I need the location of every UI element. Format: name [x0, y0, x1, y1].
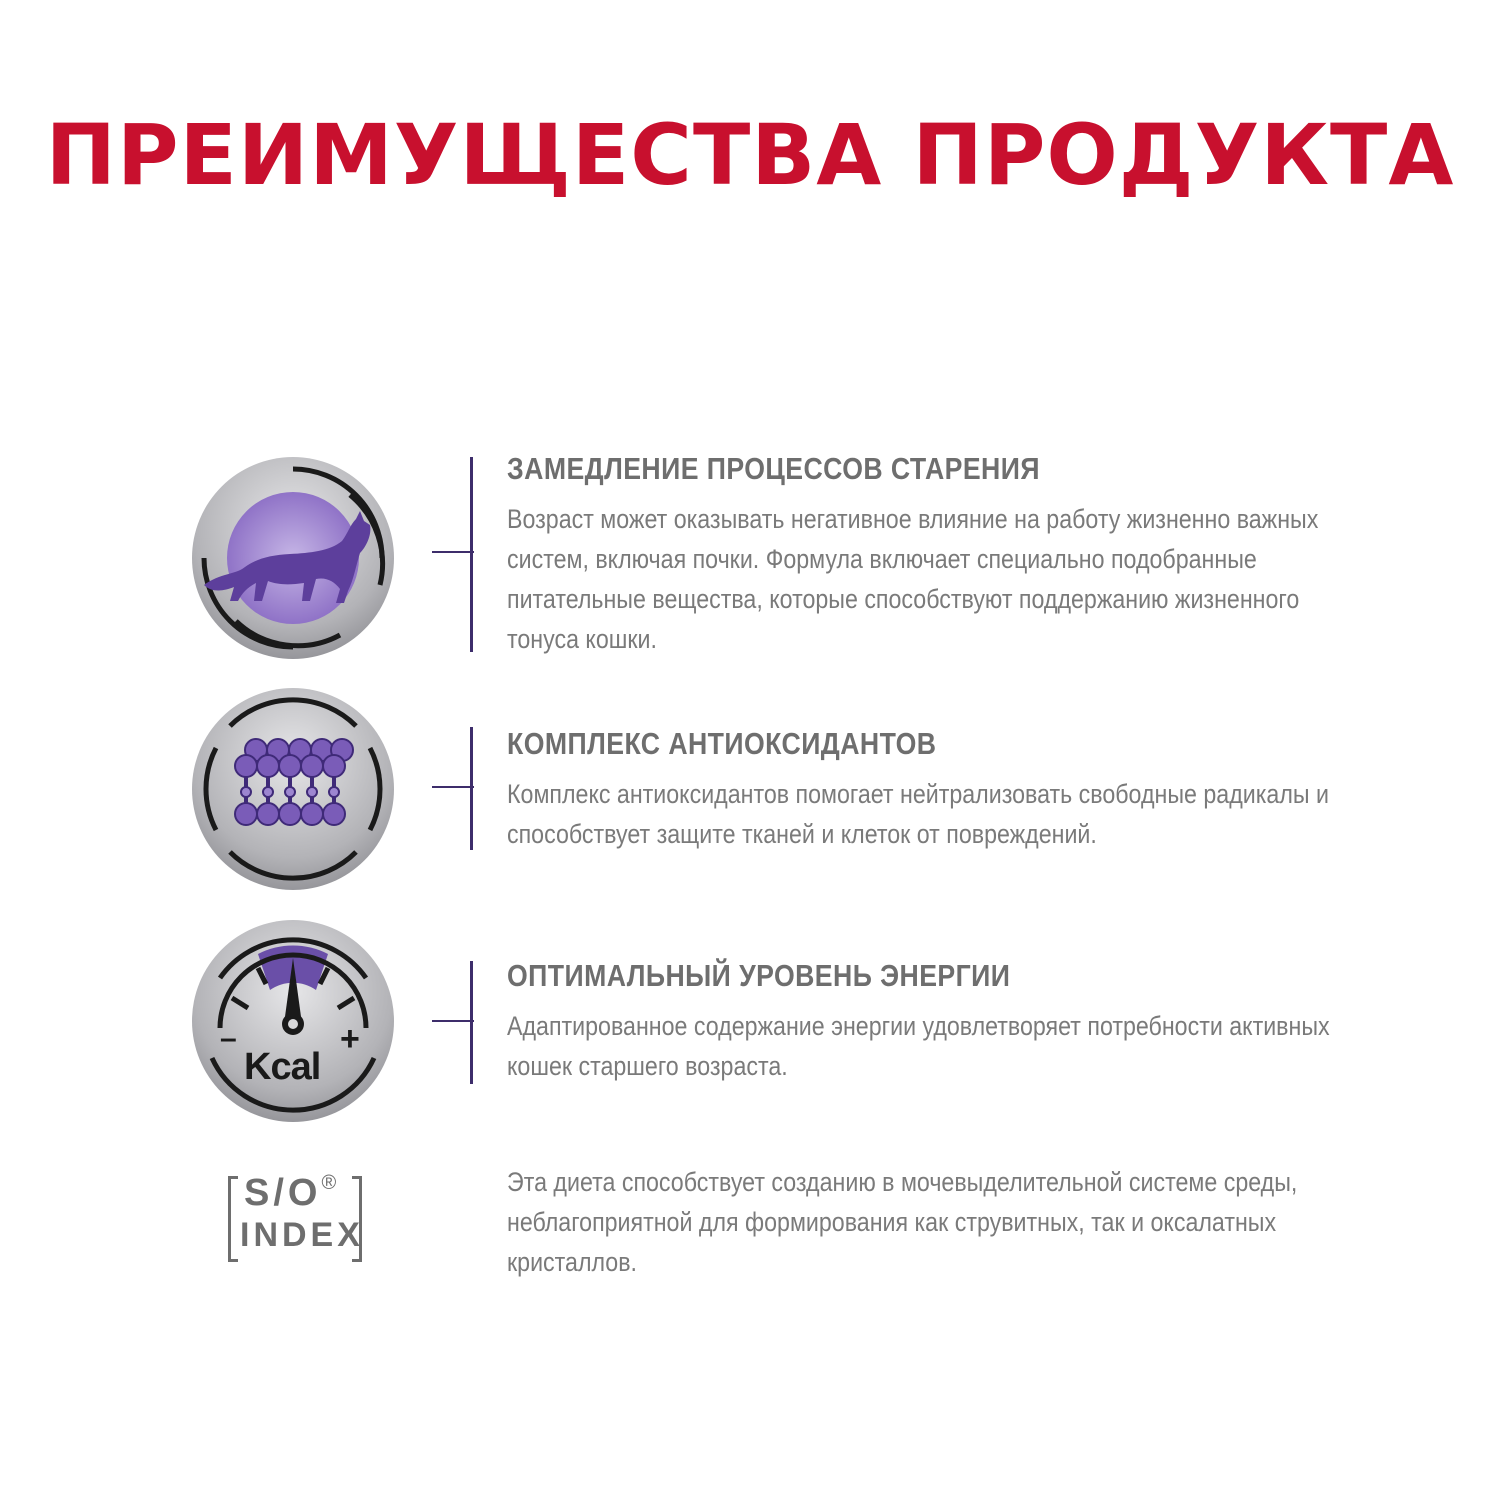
benefit-heading: ЗАМЕДЛЕНИЕ ПРОЦЕССОВ СТАРЕНИЯ	[507, 451, 1040, 486]
so-bracket-left	[228, 1176, 238, 1262]
connector-line	[432, 551, 474, 553]
benefit-body: Комплекс антиоксидантов помогает нейтрализовать свободные радикалы и способствует защите тканей и клеток от повреждений.	[507, 779, 1329, 849]
registered-mark: ®	[321, 1172, 337, 1194]
page-title: ПРЕИМУЩЕСТВА ПРОДУКТА	[45, 106, 1455, 204]
benefit-heading: КОМПЛЕКС АНТИОКСИДАНТОВ	[507, 726, 937, 761]
gauge-label: Kcal	[244, 1046, 321, 1088]
so-index-description: Эта диета способствует созданию в мочевыделительной системе среды, неблагоприятной для формирования как струвитных, так и оксалатных кристаллов.	[507, 1167, 1298, 1277]
connector-divider	[470, 961, 473, 1084]
connector-divider	[470, 457, 473, 652]
so-logo-line1	[244, 1172, 336, 1215]
benefit-block	[507, 450, 1407, 659]
gauge-minus: –	[220, 1022, 237, 1055]
benefit-block	[507, 725, 1407, 854]
so-logo-text: S/O	[244, 1172, 322, 1214]
benefit-body: Адаптированное содержание энергии удовлетворяет потребности активных кошек старшего возраста.	[507, 1011, 1330, 1081]
connector-line	[432, 1020, 474, 1022]
gauge-plus: +	[340, 1020, 360, 1058]
connector-divider	[470, 727, 473, 850]
antioxidant-cells-icon	[190, 686, 396, 892]
benefit-body: Возраст может оказывать негативное влияние на работу жизненно важных систем, включая почки. Формула включает специально подобранные питательные вещества, которые способствуют поддержанию жизненного тонуса кошки.	[507, 504, 1319, 654]
so-logo-line2: INDEX	[240, 1216, 364, 1254]
benefit-block	[507, 957, 1407, 1086]
kcal-gauge-icon	[190, 918, 396, 1124]
connector-line	[432, 786, 474, 788]
benefit-heading: ОПТИМАЛЬНЫЙ УРОВЕНЬ ЭНЕРГИИ	[507, 958, 1011, 993]
so-index-logo	[228, 1172, 362, 1262]
senior-cat-icon	[190, 455, 396, 661]
